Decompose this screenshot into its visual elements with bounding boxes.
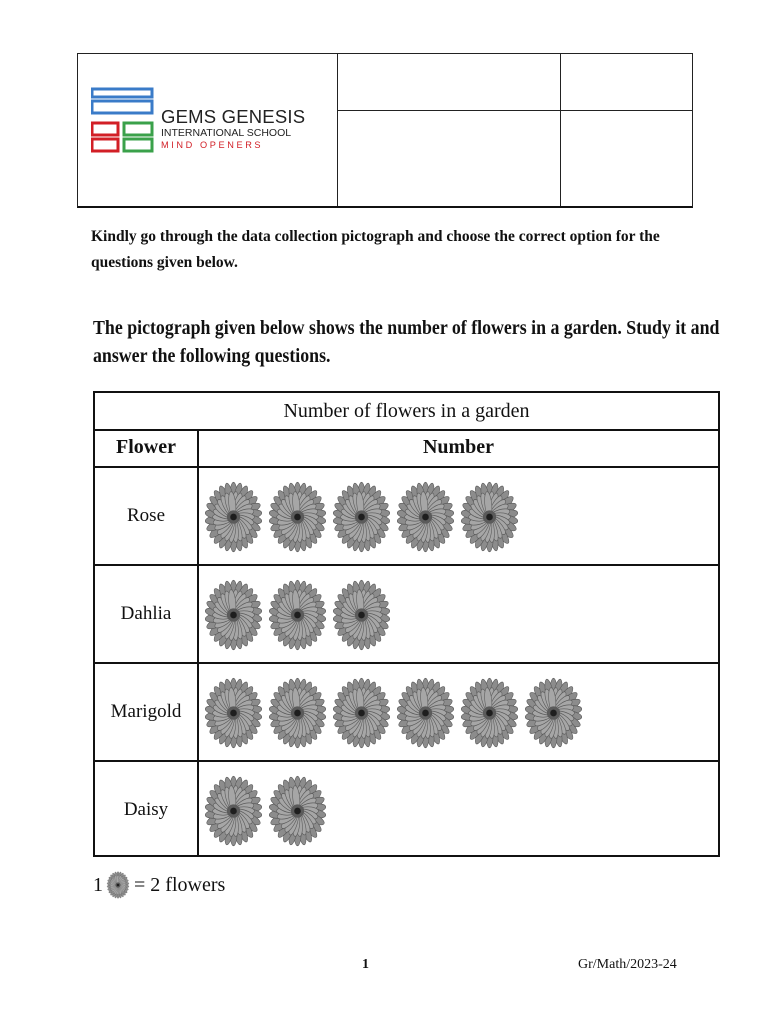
row-icons xyxy=(205,676,582,750)
flower-icon xyxy=(525,676,582,750)
page-number: 1 xyxy=(362,957,369,972)
header-divider xyxy=(337,54,338,206)
flower-icon xyxy=(397,676,454,750)
flower-icon xyxy=(333,676,390,750)
column-header-number: Number xyxy=(422,436,495,458)
flower-icon xyxy=(397,480,454,554)
flower-icon xyxy=(333,578,390,652)
flower-icon xyxy=(333,480,390,554)
key-value: = 2 flowers xyxy=(134,873,226,896)
flower-icon xyxy=(205,774,262,848)
flower-icon xyxy=(205,676,262,750)
pictograph-key xyxy=(93,870,225,900)
flower-icon xyxy=(269,578,326,652)
row-label: Dahlia xyxy=(120,603,172,624)
column-header-flower: Flower xyxy=(116,436,176,458)
row-label: Daisy xyxy=(123,799,169,820)
gems-logo-icon xyxy=(91,87,155,157)
logo-subtitle: INTERNATIONAL SCHOOL xyxy=(161,127,292,139)
flower-icon xyxy=(205,578,262,652)
school-logo xyxy=(91,87,306,157)
flower-icon xyxy=(205,480,262,554)
flower-icon xyxy=(106,871,130,899)
header-box xyxy=(77,53,693,208)
table-row xyxy=(95,762,718,858)
header-divider xyxy=(560,54,561,206)
row-label: Marigold xyxy=(110,701,182,722)
flower-icon xyxy=(269,480,326,554)
flower-icon xyxy=(269,676,326,750)
key-count: 1 xyxy=(93,873,103,896)
table-row xyxy=(95,566,718,664)
logo-name: GEMS GENESIS xyxy=(161,106,306,127)
header-divider xyxy=(337,110,692,111)
pictograph-title: Number of flowers in a garden xyxy=(95,393,718,431)
flower-icon xyxy=(461,676,518,750)
question-intro: The pictograph given below shows the number of flowers in a garden. Study it and answer the following questions. xyxy=(93,317,720,367)
flower-icon xyxy=(269,774,326,848)
logo-tagline: MIND OPENERS xyxy=(161,140,264,150)
flower-icon xyxy=(461,480,518,554)
row-icons xyxy=(205,774,326,848)
row-icons xyxy=(205,480,518,554)
table-row xyxy=(95,468,718,566)
document-code: Gr/Math/2023-24 xyxy=(578,957,677,972)
table-row xyxy=(95,664,718,762)
pictograph-table xyxy=(93,391,720,857)
row-label: Rose xyxy=(127,505,165,526)
row-icons xyxy=(205,578,390,652)
instructions: Kindly go through the data collection pictograph and choose the correct option for the questions given below. xyxy=(91,228,660,271)
table-header xyxy=(95,429,718,468)
